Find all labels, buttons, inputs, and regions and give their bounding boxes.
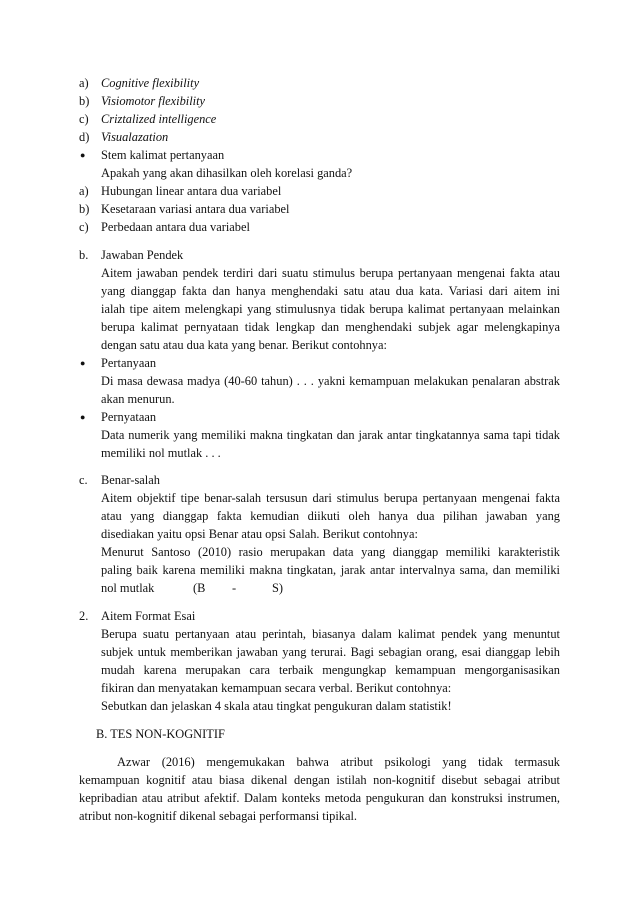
option-marker: b) bbox=[79, 202, 90, 216]
paragraph-line: atau yang dianggap fakta kemudian diikuti oleh hanya dua pilihan jawaban yang bbox=[101, 509, 560, 523]
option-marker: c) bbox=[79, 112, 89, 126]
option-marker: d) bbox=[79, 130, 90, 144]
option-text: Perbedaan antara dua variabel bbox=[101, 220, 250, 234]
paragraph-line: Data numerik yang memiliki makna tingkatan dan jarak antar tingkatannya sama tapi tidak bbox=[101, 428, 560, 442]
paragraph-line: Berupa suatu pertanyaan atau perintah, biasanya dalam kalimat pendek yang menuntut bbox=[101, 627, 560, 641]
paragraph-line: Aitem jawaban pendek terdiri dari suatu stimulus berupa pertanyaan mengenai fakta atau bbox=[101, 266, 560, 280]
section-heading: B. TES NON-KOGNITIF bbox=[96, 727, 225, 741]
paragraph-line: berupa kalimat pernyataan tidak lengkap dan menghendaki subjek agar melengkapinya bbox=[101, 320, 560, 334]
paragraph-line: atribut non-kognitif dikenal sebagai performansi tipikal. bbox=[79, 809, 358, 823]
option-text: Criztalized intelligence bbox=[101, 112, 217, 126]
section-title: Jawaban Pendek bbox=[101, 248, 184, 262]
option-marker: c) bbox=[79, 220, 89, 234]
section-title: Benar-salah bbox=[101, 473, 160, 487]
example-label: Pertanyaan bbox=[101, 356, 157, 370]
paragraph-line: kepribadian atau atribut afektif. Dalam konteks metoda pengukuran dan konstruksi instrumen, bbox=[79, 791, 560, 805]
section-marker: b. bbox=[79, 248, 89, 262]
option-text: Visualazation bbox=[101, 130, 169, 144]
example-label: Pernyataan bbox=[101, 410, 157, 424]
option-marker: b) bbox=[79, 94, 90, 108]
paragraph-line: fikiran dan menyatakan kemampuan secara verbal. Berikut contohnya: bbox=[101, 681, 452, 695]
stem-question: Apakah yang akan dihasilkan oleh korelasi ganda? bbox=[101, 166, 353, 180]
paragraph-line: yang dianggap fakta dan hanya menghendaki satu atau dua kata. Variasi dari aitem ini bbox=[101, 284, 560, 298]
paragraph-line: disediakan yaitu opsi Benar atau opsi Salah. Berikut contohnya: bbox=[101, 527, 418, 541]
option-s-mark: S) bbox=[272, 581, 284, 595]
paragraph-line: Di masa dewasa madya (40-60 tahun) . . . yakni kemampuan melakukan penalaran abstrak bbox=[101, 374, 560, 388]
option-text: Hubungan linear antara dua variabel bbox=[101, 184, 282, 198]
paragraph-line: dengan satu atau dua kata yang benar. Berikut contohnya: bbox=[101, 338, 387, 352]
section-marker: c. bbox=[79, 473, 88, 487]
section-title: Aitem Format Esai bbox=[101, 609, 196, 623]
paragraph-line: ialah tipe aitem melengkapi yang stimulusnya tidak berupa kalimat pertanyaan melainkan bbox=[101, 302, 560, 316]
option-text: Cognitive flexibility bbox=[101, 76, 200, 90]
paragraph-line: mudah karena merupakan cara terbaik mengungkap kemampuan mengorganisasikan bbox=[101, 663, 560, 677]
paragraph-line: Azwar (2016) mengemukakan bahwa atribut psikologi yang tidak termasuk bbox=[117, 755, 560, 769]
paragraph-line: subjek untuk memberikan jawaban yang terurai. Bagi sebagian orang, esai dianggap lebih bbox=[101, 645, 560, 659]
bullet-icon: ● bbox=[80, 150, 86, 160]
paragraph-line: kemampuan kognitif atau biasa dikenal dengan istilah non-kognitif disebut sebagai atribut bbox=[79, 773, 560, 787]
paragraph-line: Menurut Santoso (2010) rasio merupakan data yang dianggap memiliki karakteristik bbox=[101, 545, 560, 559]
section-marker: 2. bbox=[79, 609, 89, 623]
option-text: Visiomotor flexibility bbox=[101, 94, 206, 108]
paragraph-line: paling baik karena memiliki makna tingkatan, jarak antar intervalnya sama, dan memiliki bbox=[101, 563, 560, 577]
paragraph-line: Aitem objektif tipe benar-salah tersusun dari stimulus berupa pertanyaan mengenai fakta bbox=[101, 491, 560, 505]
paragraph-line: nol mutlak bbox=[101, 581, 155, 595]
bullet-icon: ● bbox=[80, 412, 86, 422]
bullet-icon: ● bbox=[80, 358, 86, 368]
option-marker: a) bbox=[79, 76, 89, 90]
paragraph-line: akan menurun. bbox=[101, 392, 175, 406]
paragraph-line: Sebutkan dan jelaskan 4 skala atau tingkat pengukuran dalam statistik! bbox=[101, 699, 452, 713]
option-b-mark: (B bbox=[193, 581, 206, 595]
paragraph-line: memiliki nol mutlak . . . bbox=[101, 446, 221, 460]
option-text: Kesetaraan variasi antara dua variabel bbox=[101, 202, 290, 216]
stem-label: Stem kalimat pertanyaan bbox=[101, 148, 225, 162]
option-marker: a) bbox=[79, 184, 89, 198]
dash-mark: - bbox=[232, 581, 237, 595]
